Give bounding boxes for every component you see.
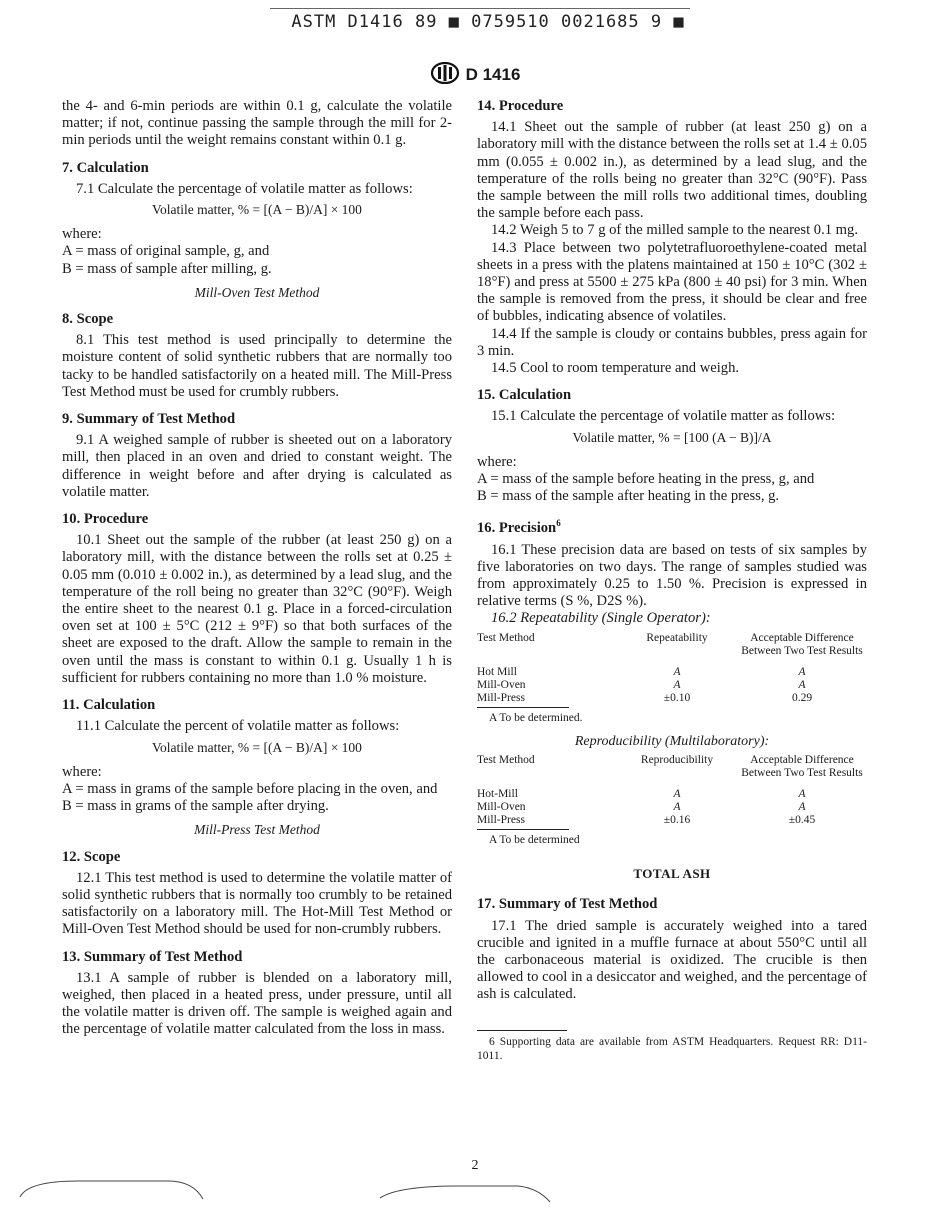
- table-cell: A: [673, 787, 681, 800]
- left-column: [62, 98, 452, 1039]
- para-13-1: 13.1 A sample of rubber is blended on a laboratory mill, weighed, then placed in a heated press, under pressure, until all the volatile matter is driven off. The sample is weighed again and the percentage of volatile matter calculated from the loss in mass.: [62, 969, 452, 1038]
- scan-code: ASTM D1416 89 ■ 0759510 0021685 9 ■: [291, 12, 685, 32]
- table-row: [477, 788, 867, 801]
- section-12-title: 12. Scope: [62, 848, 121, 865]
- reproducibility-caption: Reproducibility (Multilaboratory):: [574, 733, 770, 749]
- method-title-mill-oven: Mill-Oven Test Method: [194, 284, 320, 300]
- reproducibility-table: [477, 754, 867, 827]
- table-cell: Mill-Press: [477, 691, 525, 704]
- section-9-title: 9. Summary of Test Method: [62, 411, 236, 428]
- para-15-1: 15.1 Calculate the percentage of volatile matter as follows:: [491, 408, 836, 425]
- table-cell: Mill-Oven: [477, 800, 526, 813]
- header-rule: [270, 8, 690, 9]
- method-title-mill-press: Mill-Press Test Method: [194, 822, 320, 838]
- footnote: 6 Supporting data are available from ASTM Headquarters. Request RR: D11-1011.: [477, 1035, 867, 1062]
- section-15-title: 15. Calculation: [477, 387, 572, 404]
- para-14-5: 14.5 Cool to room temperature and weigh.: [491, 360, 740, 377]
- equation-11: Volatile matter, % = [(A − B)/A] × 100: [152, 739, 362, 755]
- table-row: [477, 801, 867, 814]
- table-cell: ±0.10: [663, 691, 691, 704]
- equation-7: Volatile matter, % = [(A − B)/A] × 100: [152, 202, 362, 218]
- table-cell: ±0.16: [663, 813, 691, 826]
- where-label: where:: [62, 226, 102, 243]
- table-header: Repeatability: [646, 631, 708, 644]
- table-row: [477, 692, 867, 705]
- section-16-title: [477, 515, 867, 537]
- section-11-title: 11. Calculation: [62, 697, 156, 714]
- table-header: Acceptable Difference Between Two Test Results: [741, 753, 863, 779]
- para-14-3: 14.3 Place between two polytetrafluoroethylene-coated metal sheets in a press with the platens maintained at 150 ± 10°C (302 ± 18°F) and press at 5500 ± 275 kPa (800 ± 40 psi) for 3 min. When the sample is removed from the press, it should be clear and free of bubbles, indicating absence of volatiles.: [477, 239, 867, 325]
- section-8-title: 8. Scope: [62, 311, 114, 328]
- para-14-2: 14.2 Weigh 5 to 7 g of the milled sample to the nearest 0.1 mg.: [491, 222, 858, 239]
- standard-header: [0, 62, 950, 89]
- table-row: [477, 814, 867, 827]
- repeatability-table: [477, 632, 867, 705]
- footnote-rule: [477, 1030, 567, 1031]
- table-header: Test Method: [477, 631, 535, 644]
- table-cell: Hot-Mill: [477, 787, 518, 800]
- table-note: A To be determined.: [489, 711, 583, 724]
- table-cell: A: [798, 800, 806, 813]
- section-17-title: 17. Summary of Test Method: [477, 896, 658, 913]
- def-A: A = mass of original sample, g, and: [62, 243, 270, 260]
- table-header: Reproducibility: [640, 753, 714, 766]
- def-B: B = mass in grams of the sample after drying.: [62, 798, 329, 815]
- table-note: A To be determined: [489, 833, 580, 846]
- page-number: 2: [471, 1158, 479, 1173]
- para-16-1: 16.1 These precision data are based on tests of six samples by five laboratories on two days. The range of samples studied was from approximately 0.25 to 1.50 %. Precision is expressed in relative terms (S %, D2S %).: [477, 541, 867, 610]
- para-11-1: 11.1 Calculate the percent of volatile matter as follows:: [76, 718, 400, 735]
- scan-artifact-left: [18, 1175, 208, 1205]
- table-cell: ±0.45: [788, 813, 816, 826]
- table-rule: [477, 707, 569, 708]
- table-cell: A: [673, 800, 681, 813]
- table-header-row: [477, 632, 867, 658]
- para-10-1: 10.1 Sheet out the sample of the rubber (at least 250 g) on a laboratory mill, with the distance between the rolls set at 0.25 ± 0.05 mm (0.010 ± 0.002 in.), as determined by a lead slug, and the temperature of the roll being no greater than 32°C (90°F). Weigh the entire sheet to the nearest 0.1 g. Place in a forced-circulation oven set at 100 ± 5°C (212 ± 9°F) so that both surfaces of the sheet are exposed to the draft. Allow the sample to remain in the oven until the mass is constant to within 0.1 g. Usually 1 h is sufficient for rubbers containing no more than 1.0 % moisture.: [62, 532, 452, 686]
- table-rule: [477, 829, 569, 830]
- table-cell: Hot Mill: [477, 665, 517, 678]
- para-12-1: 12.1 This test method is used to determine the volatile matter of solid synthetic rubbers that is normally too crumbly to be retained satisfactorily on a laboratory mill. The Hot-Mill Test Method or Mill-Oven Test Method should be used for non-crumbly rubbers.: [62, 869, 452, 938]
- astm-logo-icon: [430, 62, 460, 89]
- table-header-row: [477, 754, 867, 780]
- table-row: [477, 666, 867, 679]
- para-7-1: 7.1 Calculate the percentage of volatile matter as follows:: [76, 180, 413, 197]
- table-header: Test Method: [477, 753, 535, 766]
- para-8-1: 8.1 This test method is used principally to determine the moisture content of solid synthetic rubbers that are normally too tacky to be handled satisfactorily on a heated mill. The Mill-Press Test Method must be used for crumbly rubbers.: [62, 332, 452, 400]
- where-label: where:: [477, 453, 517, 470]
- standard-designation: D 1416: [465, 64, 521, 84]
- def-B: B = mass of sample after milling, g.: [62, 260, 272, 277]
- section-16-title-text: 16. Precision: [477, 520, 557, 537]
- footnote-ref: 6: [556, 518, 561, 529]
- para-9-1: 9.1 A weighed sample of rubber is sheeted out on a laboratory mill, then placed in an oven and dried to constant weight. The difference in weight before and after drying is calculated as volatile matter.: [62, 432, 452, 500]
- table-cell: A: [798, 787, 806, 800]
- table-cell: A: [798, 678, 806, 691]
- equation-15: Volatile matter, % = [100 (A − B)]/A: [572, 429, 772, 445]
- table-cell: A: [673, 678, 681, 691]
- section-7-title: 7. Calculation: [62, 159, 149, 176]
- def-A: A = mass of the sample before heating in the press, g, and: [477, 471, 815, 488]
- def-B: B = mass of the sample after heating in the press, g.: [477, 488, 780, 505]
- section-10-title: 10. Procedure: [62, 511, 149, 528]
- table-cell: Mill-Press: [477, 813, 525, 826]
- scan-artifact-center: [378, 1178, 558, 1208]
- para-17-1: 17.1 The dried sample is accurately weighed into a tared crucible and ignited in a muffle furnace at about 550°C until all the carbonaceous material is oxidized. The crucible is then allowed to cool in a desiccator and weighed, and the percentage of ash is calculated.: [477, 917, 867, 1003]
- table-cell: 0.29: [791, 691, 813, 704]
- section-14-title: 14. Procedure: [477, 98, 564, 114]
- table-cell: A: [673, 665, 681, 678]
- table-cell: Mill-Oven: [477, 678, 526, 691]
- table-row: [477, 679, 867, 692]
- table-cell: A: [798, 665, 806, 678]
- def-A: A = mass in grams of the sample before placing in the oven, and: [62, 780, 438, 797]
- section-13-title: 13. Summary of Test Method: [62, 948, 243, 965]
- where-label: where:: [62, 763, 102, 780]
- right-column: [477, 98, 867, 1063]
- para-16-2: 16.2 Repeatability (Single Operator):: [491, 610, 711, 627]
- para-14-1: 14.1 Sheet out the sample of rubber (at least 250 g) on a laboratory mill with the distance between the rolls set at 1.4 ± 0.05 mm (0.055 ± 0.002 in.), as determined by a lead slug, and the temperature of the rolls being no greater than 32°C (90°F). Pass the sample between the mill rolls two additional times, doubling the sample before each pass.: [477, 119, 867, 222]
- para-14-4: 14.4 If the sample is cloudy or contains bubbles, press again for 3 min.: [477, 325, 867, 359]
- paragraph-continued: the 4- and 6-min periods are within 0.1 g, calculate the volatile matter; if not, continue passing the sample through the mill for 2-min periods until the weight remains constant within 0.1 g.: [62, 98, 452, 149]
- total-ash-heading: TOTAL ASH: [633, 866, 711, 882]
- table-header: Acceptable Difference Between Two Test Results: [741, 631, 863, 657]
